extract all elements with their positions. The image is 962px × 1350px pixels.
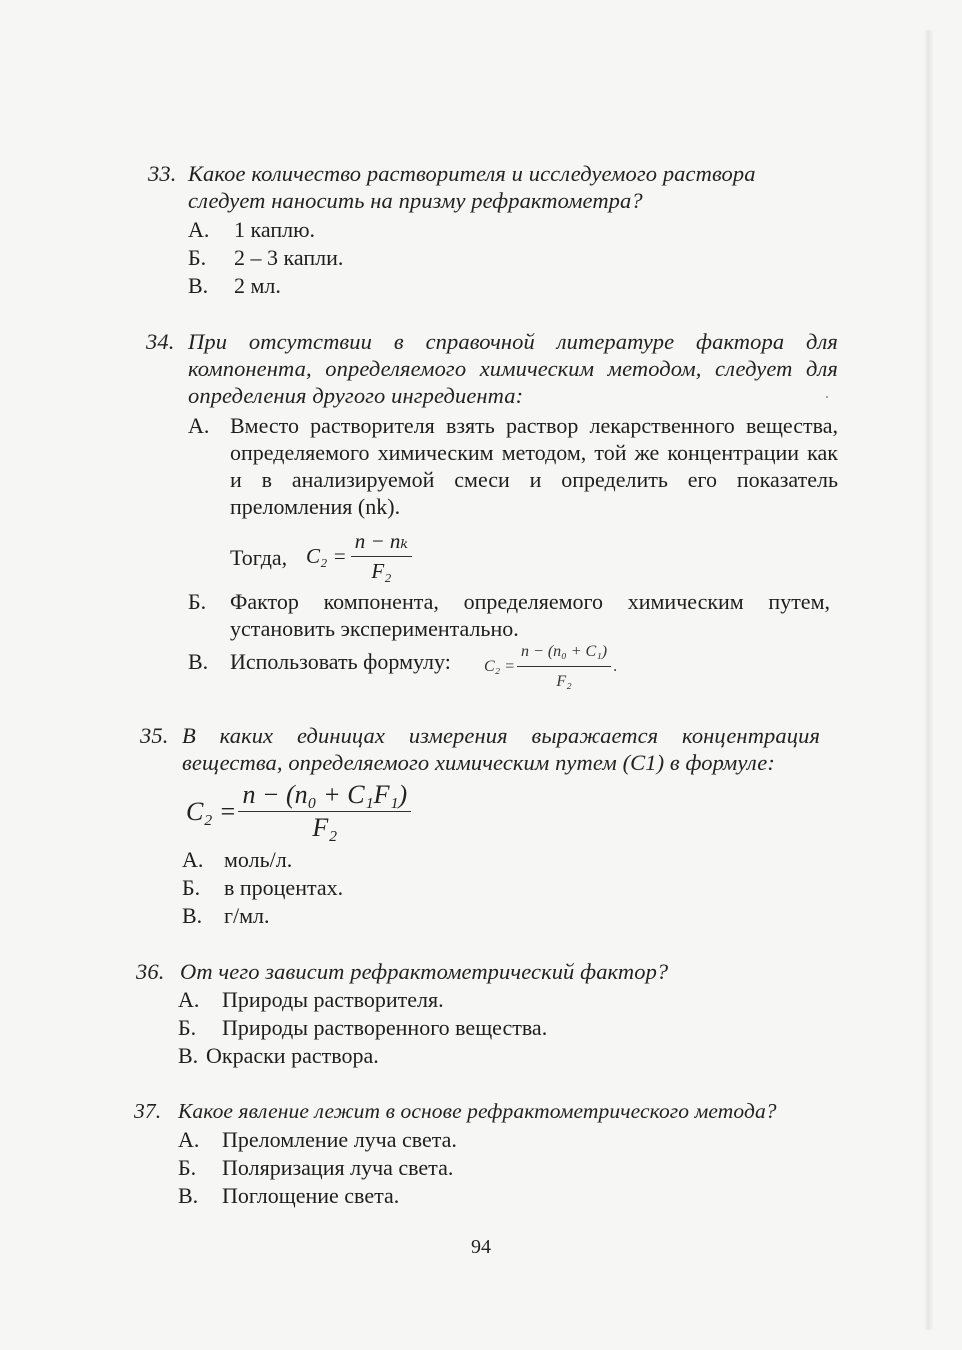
option-label: А. xyxy=(188,217,210,242)
question-number: 36. xyxy=(136,959,165,984)
formula-lhs: C₂ = xyxy=(306,544,347,568)
option-text: г/мл. xyxy=(224,903,270,928)
option-label: В. xyxy=(182,903,203,928)
page-edge-shadow xyxy=(924,30,934,1330)
question-text: При отсутствии в справочной литературе фактора для компонента, определяемого химическим методом, следует для определения другого ингредиента: xyxy=(188,329,838,408)
option-label: В. xyxy=(178,1043,199,1068)
formula-numerator: n − nₖ xyxy=(354,529,409,553)
formula-period: . xyxy=(613,658,618,675)
formula-numerator: n − (n₀ + C₁F₁) xyxy=(242,780,408,809)
option-text: Природы растворенного вещества. xyxy=(222,1015,548,1040)
formula-lhs: C₂ = xyxy=(484,658,516,675)
option-text: Фактор компонента, определяемого химическим путем, установить экспериментально. xyxy=(230,589,830,641)
question-number: 35. xyxy=(140,723,169,748)
option-text: в процентах. xyxy=(224,875,344,900)
formula-c2-n0-c1 xyxy=(484,638,617,695)
question-number: 34. xyxy=(146,329,175,354)
option-text: Окраски раствора. xyxy=(206,1043,379,1068)
option-label: В. xyxy=(188,273,209,298)
formula-c2-nk xyxy=(306,528,412,585)
option-text: моль/л. xyxy=(224,847,293,872)
option-text: Использовать формулу: xyxy=(230,649,451,674)
formula-denominator: F₂ xyxy=(312,813,338,842)
question-stem xyxy=(146,328,838,409)
option-label: Б. xyxy=(178,1015,197,1040)
question-text: В каких единицах измерения выражается концентрация вещества, определяемого химическим путем (C1) в формуле: xyxy=(182,723,820,775)
option-text: Поляризация луча света. xyxy=(222,1155,454,1180)
formula-line xyxy=(230,528,530,586)
option-label: Б. xyxy=(182,875,201,900)
question-number: 33. xyxy=(148,161,177,186)
question-text: От чего зависит рефрактометрический фактор? xyxy=(180,959,669,984)
formula-lhs: C₂ = xyxy=(186,796,237,826)
formula-denominator: F₂ xyxy=(556,673,572,690)
option-text: Поглощение света. xyxy=(222,1183,400,1208)
formula-fraction xyxy=(238,780,411,843)
option-text: 2 мл. xyxy=(234,273,281,298)
option-label: Б. xyxy=(178,1155,197,1180)
formula-c2-n0-c1f1 xyxy=(186,780,411,843)
formula-fraction xyxy=(517,638,611,695)
formula-numerator: n − (n₀ + C₁) xyxy=(521,643,608,660)
question-text: Какое количество растворителя и исследуемого раствора следует наносить на призму рефрактометра? xyxy=(188,161,756,213)
formula-intro: Тогда, xyxy=(230,545,288,570)
question-stem xyxy=(134,1098,854,1125)
answer-option[interactable] xyxy=(188,643,840,698)
option-text: Природы растворителя. xyxy=(222,987,444,1012)
option-label: Б. xyxy=(188,245,207,270)
option-label: Б. xyxy=(188,589,207,614)
option-text: Преломление луча света. xyxy=(222,1127,457,1152)
formula-fraction xyxy=(351,528,412,585)
question-stem xyxy=(136,958,836,985)
question-stem xyxy=(140,722,820,776)
page-number: 94 xyxy=(471,1236,491,1258)
question-text: Какое явление лежит в основе рефрактометрического метода? xyxy=(178,1099,777,1123)
option-label: В. xyxy=(188,649,209,674)
question-stem xyxy=(148,160,828,214)
scan-speck xyxy=(826,396,828,398)
option-label: А. xyxy=(178,987,200,1012)
option-text: 1 каплю. xyxy=(234,217,316,242)
question-number: 37. xyxy=(134,1099,162,1123)
option-label: А. xyxy=(182,847,204,872)
option-label: В. xyxy=(178,1183,199,1208)
option-label: А. xyxy=(188,413,210,438)
formula-denominator: F₂ xyxy=(371,559,392,583)
option-text: 2 – 3 капли. xyxy=(234,245,344,270)
option-label: А. xyxy=(178,1127,200,1152)
option-text: Вместо растворителя взять раствор лекарственного вещества, определяемого химическим методом, той же концентрации как и в анализируемой смеси и определить его показатель преломления (nk). xyxy=(230,413,838,519)
